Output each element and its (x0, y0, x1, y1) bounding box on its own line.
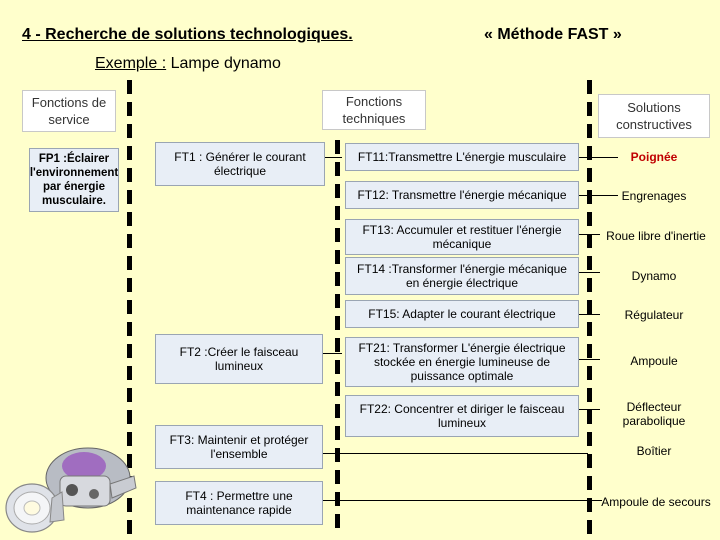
ft21-box: FT21: Transformer L'énergie électrique stockée en énergie lumineuse de puissance optimale (345, 337, 579, 387)
ft2-box: FT2 :Créer le faisceau lumineux (155, 334, 323, 384)
header-service-functions: Fonctions de service (22, 90, 116, 132)
connector-ft14 (578, 272, 600, 273)
solution-poignee: Poignée (630, 150, 678, 164)
method-title: « Méthode FAST » (484, 26, 622, 43)
header-technical-functions: Fonctions techniques (322, 90, 426, 130)
solution-regulateur: Régulateur (624, 308, 684, 322)
connector-ft3 (318, 453, 588, 454)
solution-ampoule: Ampoule (630, 354, 678, 368)
ft12-box: FT12: Transmettre l'énergie mécanique (345, 181, 579, 209)
ft11-box: FT11:Transmettre L'énergie musculaire (345, 143, 579, 171)
ft4-box: FT4 : Permettre une maintenance rapide (155, 481, 323, 525)
ft22-box: FT22: Concentrer et diriger le faisceau lumineux (345, 395, 579, 437)
example-value: Lampe dynamo (166, 55, 281, 72)
separator-line-3 (587, 80, 592, 535)
connector-ft15 (578, 314, 600, 315)
ft13-box: FT13: Accumuler et restituer l'énergie mécanique (345, 219, 579, 255)
connector-ft22 (578, 409, 600, 410)
fp1-box: FP1 :Éclairer l'environnement par énergie musculaire. (29, 148, 119, 212)
ft14-box: FT14 :Transformer l'énergie mécanique en énergie électrique (345, 257, 579, 295)
ft15-box: FT15: Adapter le courant électrique (345, 300, 579, 328)
dynamo-lamp-photo (2, 428, 142, 538)
solution-roue-libre: Roue libre d'inertie (606, 229, 706, 243)
solution-boitier: Boîtier (636, 444, 672, 458)
example-prefix: Exemple : (95, 55, 167, 72)
solution-deflecteur: Déflecteur parabolique (622, 400, 686, 428)
connector-ft21 (578, 359, 600, 360)
ft1-box: FT1 : Générer le courant électrique (155, 142, 325, 186)
solution-ampoule-secours: Ampoule de secours (601, 495, 711, 509)
header-constructive-solutions: Solutions constructives (598, 94, 710, 138)
solution-dynamo: Dynamo (631, 269, 677, 283)
solution-engrenages: Engrenages (621, 189, 687, 203)
connector-ft4 (318, 500, 588, 501)
connector-ft13 (578, 234, 600, 235)
separator-line-2 (335, 140, 340, 535)
page-title: 4 - Recherche de solutions technologiques. (22, 26, 353, 43)
example-label (95, 55, 281, 73)
ft3-box: FT3: Maintenir et protéger l'ensemble (155, 425, 323, 469)
